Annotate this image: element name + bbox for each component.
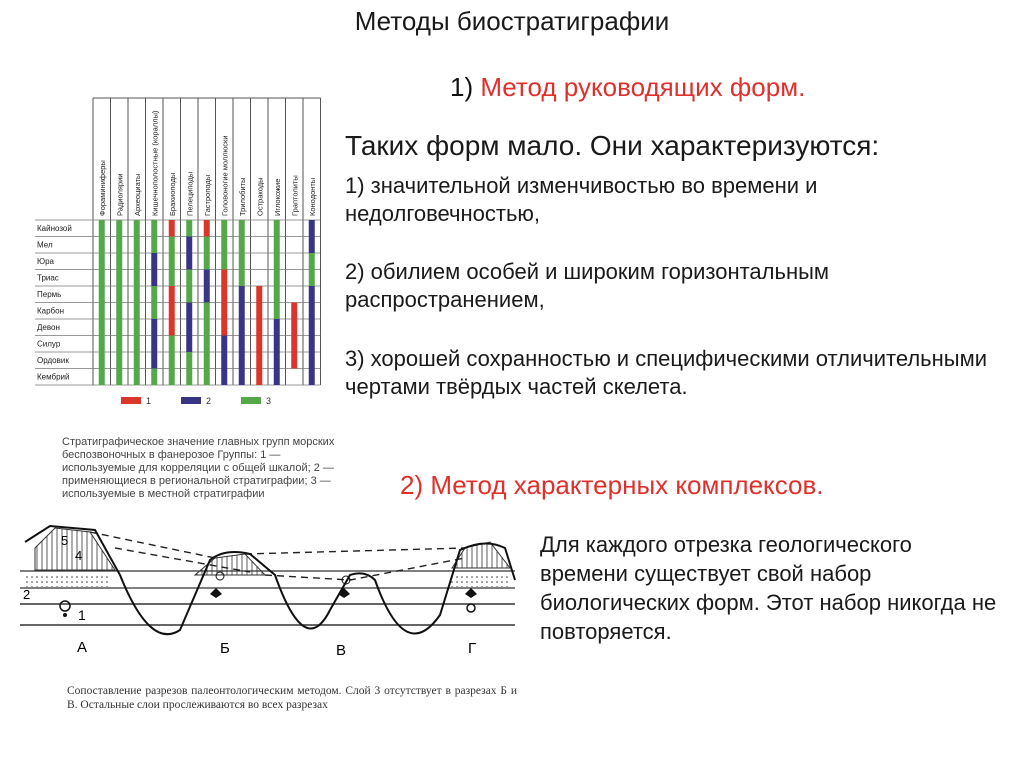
range-bar	[221, 220, 227, 270]
range-bar	[169, 220, 175, 237]
range-bar	[291, 303, 297, 369]
range-bar	[186, 237, 192, 270]
stratigraphic-range-figure	[35, 92, 335, 427]
point-1: 1) значительной изменчивостью во времени и недолговечностью,	[345, 173, 818, 226]
range-bar	[116, 220, 122, 237]
method1-heading	[450, 72, 805, 103]
group-label: Пелециподы	[185, 171, 195, 216]
fossil-icon	[338, 588, 350, 598]
figure2-caption: Сопоставление разрезов палеонтологическим методом. Слой 3 отсутствует в разрезах Б и В. Остальные слои прослеживаются во всех разрезах	[67, 685, 517, 711]
period-label: Девон	[37, 323, 60, 332]
complexes-text: Для каждого отрезка геологического времени существует свой набор биологических форм. Этот набор никогда не повторяется.	[540, 532, 997, 644]
legend-swatch	[241, 397, 261, 404]
range-bar	[169, 336, 175, 386]
group-label: Фораминиферы	[97, 160, 107, 216]
group-label: Граптолиты	[290, 175, 300, 216]
range-bar	[186, 352, 192, 385]
group-label: Радиолярии	[115, 173, 125, 216]
fossil-icon	[210, 588, 222, 598]
range-bar	[151, 286, 157, 319]
range-bar	[204, 303, 210, 386]
slide-title: Методы биостратиграфии	[354, 6, 670, 36]
figure1-caption: Стратиграфическое значение главных групп морских беспозвоночных в фанерозое Группы: 1 — используемые для корреляции с общей шкалой; 2 — применяющиеся в региональной стратиграфии; 3 — используемые в местной стратиграфии	[62, 436, 335, 500]
range-bar	[239, 286, 245, 385]
period-label: Силур	[37, 339, 61, 349]
method1-name: Метод руководящих форм.	[480, 72, 806, 102]
range-bar	[274, 319, 280, 385]
group-label: Кишечнополостные (кораллы)	[150, 110, 160, 216]
layer-label-5: 5	[61, 533, 69, 548]
range-bar	[99, 220, 105, 286]
period-label: Пермь	[37, 290, 62, 299]
layer-label-1: 1	[78, 607, 86, 623]
range-bar	[309, 253, 315, 286]
legend-swatch	[181, 397, 201, 404]
correlation-lines	[90, 532, 465, 580]
section-label-g: Г	[468, 640, 477, 657]
range-bar	[309, 220, 315, 253]
range-bar	[116, 303, 122, 386]
group-label: Археоциаты	[132, 173, 142, 216]
method1-number: 1)	[450, 72, 481, 102]
layer-label-4: 4	[75, 548, 83, 563]
period-label: Кайнозой	[37, 224, 72, 233]
range-bar	[169, 286, 175, 336]
point-3: 3) хорошей сохранностью и специфическими отличительными чертами твёрдых частей скелета.	[345, 346, 988, 399]
legend-label: 2	[206, 396, 212, 406]
range-bar	[116, 237, 122, 270]
range-bar	[221, 336, 227, 386]
range-bar	[134, 220, 140, 385]
legend-swatch	[121, 397, 141, 404]
range-bar	[151, 253, 157, 286]
period-label: Ордовик	[37, 356, 69, 365]
intro-text: Таких форм мало. Они характеризуются:	[345, 130, 880, 161]
range-bar	[186, 220, 192, 237]
period-label: Карбон	[37, 306, 65, 316]
range-bar	[256, 286, 262, 336]
range-bar	[256, 336, 262, 386]
range-bar	[274, 220, 280, 270]
section-label-v: В	[336, 642, 347, 659]
group-label: Иглокожие	[272, 178, 282, 216]
period-label: Кембрий	[37, 372, 70, 382]
range-bar	[204, 220, 210, 237]
point-2: 2) обилием особей и широким горизонтальным распространением,	[345, 259, 830, 312]
period-label: Мел	[37, 240, 53, 250]
range-bar	[186, 270, 192, 303]
range-bar	[186, 303, 192, 353]
group-label: Гастроподы	[202, 174, 212, 216]
sand-layer-g	[450, 573, 510, 587]
range-bar	[151, 319, 157, 369]
group-label: Остракоды	[255, 177, 265, 216]
range-bar	[204, 237, 210, 270]
range-bar	[204, 270, 210, 303]
group-label: Брахиоподы	[167, 172, 177, 216]
section-label-b: Б	[220, 640, 230, 657]
range-bar	[309, 286, 315, 385]
fossil-icon	[465, 588, 477, 598]
legend-label: 3	[266, 396, 272, 406]
range-bar	[221, 270, 227, 336]
range-bar	[99, 286, 105, 385]
range-bar	[151, 369, 157, 386]
range-bar	[274, 270, 280, 320]
range-bar	[116, 270, 122, 303]
sand-layer-a	[25, 573, 110, 587]
period-label: Триас	[37, 273, 59, 283]
range-bar	[169, 237, 175, 287]
method2-heading: 2) Метод характерных комплексов.	[400, 470, 824, 500]
period-label: Юра	[37, 257, 54, 266]
fossil-icon	[60, 601, 70, 611]
range-chart-legend	[121, 396, 271, 406]
group-label: Конодонты	[307, 177, 317, 216]
range-bar	[239, 220, 245, 286]
group-label: Головоногие моллюски	[220, 135, 230, 216]
layer-label-2: 2	[23, 587, 31, 602]
legend-label: 1	[146, 396, 152, 406]
group-label: Трилобиты	[237, 177, 247, 216]
range-bar	[151, 220, 157, 253]
fossil-icon	[467, 604, 475, 612]
section-correlation-figure	[20, 520, 520, 685]
section-label-a: А	[77, 639, 88, 656]
fossil-icon	[63, 613, 67, 617]
